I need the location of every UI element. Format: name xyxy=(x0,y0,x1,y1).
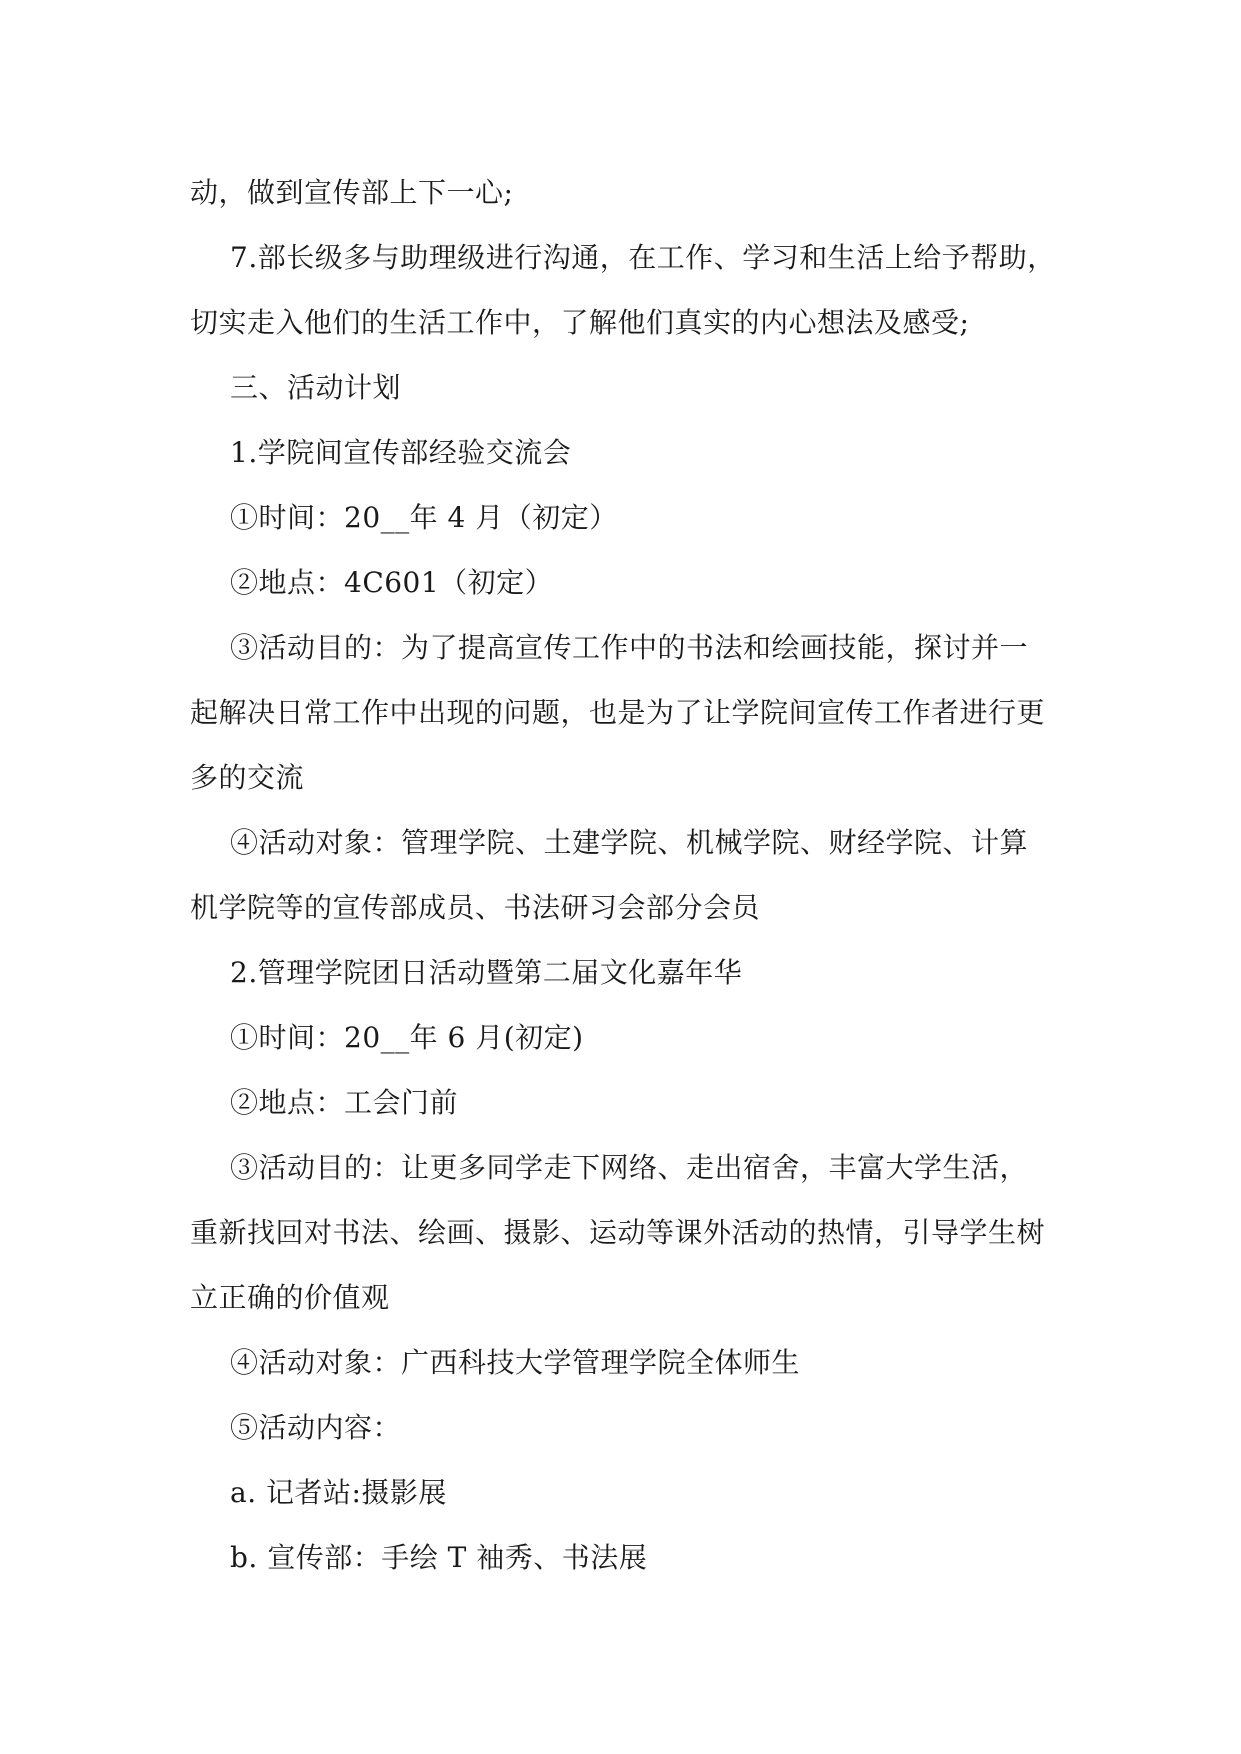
text-line: ①时间：20__年 4 月（初定） xyxy=(230,501,618,534)
section-heading: 三、活动计划 xyxy=(230,371,402,404)
subsection-heading: 1.学院间宣传部经验交流会 xyxy=(230,436,572,469)
text-line: 机学院等的宣传部成员、书法研习会部分会员 xyxy=(190,891,761,924)
text-line: 切实走入他们的生活工作中，了解他们真实的内心想法及感受; xyxy=(190,306,970,339)
text-line: ③活动目的：让更多同学走下网络、走出宿舍，丰富大学生活， xyxy=(230,1151,1029,1184)
text-line: 7.部长级多与助理级进行沟通，在工作、学习和生活上给予帮助， xyxy=(230,241,1056,274)
text-line: 起解决日常工作中出现的问题，也是为了让学院间宣传工作者进行更 xyxy=(190,696,1046,729)
subsection-heading: 2.管理学院团日活动暨第二届文化嘉年华 xyxy=(230,956,743,989)
text-line: ①时间：20__年 6 月(初定) xyxy=(230,1021,584,1054)
text-line: ④活动对象：管理学院、土建学院、机械学院、财经学院、计算 xyxy=(230,826,1029,859)
text-line: 动，做到宣传部上下一心; xyxy=(190,176,514,209)
list-item: a. 记者站:摄影展 xyxy=(230,1476,447,1509)
list-item: b. 宣传部：手绘 T 袖秀、书法展 xyxy=(230,1541,648,1574)
text-line: ②地点：4C601（初定） xyxy=(230,566,554,599)
text-line: ②地点：工会门前 xyxy=(230,1086,459,1119)
document-body xyxy=(190,160,1060,1590)
text-line: ⑤活动内容： xyxy=(230,1411,402,1444)
text-line: ④活动对象：广西科技大学管理学院全体师生 xyxy=(230,1346,801,1379)
text-line: ③活动目的：为了提高宣传工作中的书法和绘画技能，探讨并一 xyxy=(230,631,1029,664)
text-line: 立正确的价值观 xyxy=(190,1281,390,1314)
text-line: 多的交流 xyxy=(190,761,305,794)
text-line: 重新找回对书法、绘画、摄影、运动等课外活动的热情，引导学生树 xyxy=(190,1216,1046,1249)
